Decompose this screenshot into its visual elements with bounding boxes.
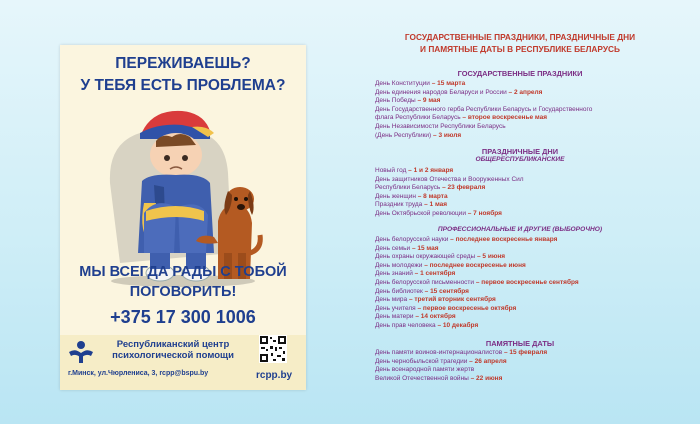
list-item (375, 210, 667, 219)
list-item-date: – последнее воскресенье июня (422, 261, 526, 269)
list-item (375, 322, 667, 331)
list-item-label: Праздник труда (375, 201, 423, 209)
section-subheading-professional: ПРОФЕССИОНАЛЬНЫЕ И ДРУГИЕ (ВЫБОРОЧНО) (437, 226, 603, 233)
list-item-date: – 26 апреля (467, 357, 507, 365)
list-item (375, 313, 667, 322)
list-item-label: День мира (375, 296, 408, 304)
list-item (375, 253, 667, 262)
poster-headline (60, 53, 306, 97)
list-item-label: День семьи (375, 244, 411, 252)
poster-footer (60, 335, 306, 390)
list-item (375, 375, 667, 384)
list-item-date: – 1 мая (422, 201, 448, 209)
list-item-date: – последнее воскресенье января (448, 236, 558, 243)
section-heading-holidays: ПРАЗДНИЧНЫЕ ДНИ (481, 147, 559, 156)
headline-line-1: ПЕРЕЖИВАЕШЬ? (115, 55, 251, 72)
list-item (375, 201, 667, 210)
list-item-date: – 22 июня (468, 374, 503, 382)
list-item (375, 296, 667, 305)
list-item-label: День молодежи (375, 261, 423, 269)
list-item-date: – 7 ноября (465, 210, 502, 217)
list-item-date: – второе воскресенье мая (460, 114, 548, 122)
list-item-date: – первое воскресенье сентября (474, 279, 579, 286)
list-item (375, 80, 667, 89)
list-item-label: День Государственного герба Республики Беларусь и Государственного (375, 105, 593, 113)
list-item-label: День памяти воинов-интернационалистов (375, 349, 503, 356)
list-item-date: – 23 февраля (440, 184, 486, 192)
qr-code-icon (259, 335, 287, 363)
list-item-label: День знаний (375, 270, 413, 278)
list-item (375, 89, 667, 98)
list-item (375, 366, 667, 375)
list-item (375, 270, 667, 279)
list-item-label: День прав человека (375, 322, 436, 329)
section-subheading-nationwide: ОБЩЕРЕСПУБЛИКАНСКИЕ (475, 156, 565, 163)
list-item (375, 279, 667, 288)
list-item-label: День Победы (375, 97, 416, 105)
center-logo-icon (68, 340, 94, 364)
list-item-label: День Октябрьской революции (375, 210, 466, 217)
list-item-date: – 3 июля (431, 131, 462, 139)
list-item-label: День белорусской науки (375, 236, 449, 243)
list-item-date: – 15 сентября (422, 287, 469, 295)
organization-name (98, 339, 248, 361)
list-item-label: Республики Беларусь (375, 184, 441, 192)
list-item-label: День Независимости Республики Беларусь (375, 123, 506, 130)
section-heading-memorial: ПАМЯТНЫЕ ДАТЫ (485, 339, 555, 348)
list-item (375, 97, 667, 106)
section-heading-state: ГОСУДАРСТВЕННЫЕ ПРАЗДНИКИ (457, 69, 583, 78)
org-line-1: Республиканский центр (116, 339, 230, 350)
list-item-date: – первое воскресенье октября (415, 304, 517, 312)
list-item-label: День библиотек (375, 287, 423, 295)
document-title (370, 32, 670, 55)
list-item-date: – 14 октября (413, 313, 456, 321)
list-item (375, 123, 667, 132)
list-item-label: День охраны окружающей среды (375, 253, 476, 261)
list-item-label: День всенародной памяти жертв (375, 366, 475, 374)
glad-line-1: МЫ ВСЕГДА РАДЫ С ТОБОЙ (79, 264, 287, 280)
website-text: rcpp.by (256, 370, 293, 381)
list-item-date: – 10 декабря (435, 322, 479, 329)
list-item (375, 349, 667, 358)
list-item-date: – 8 марта (415, 192, 448, 200)
list-item (375, 176, 667, 185)
headline-line-2: У ТЕБЯ ЕСТЬ ПРОБЛЕМА? (80, 77, 286, 94)
list-item (375, 167, 667, 176)
glad-line-2: ПОГОВОРИТЬ! (129, 284, 237, 300)
list-item-label: День единения народов Беларуси и России (375, 88, 507, 96)
org-line-2: психологической помощи (112, 350, 234, 361)
list-item-label: Новый год (375, 167, 407, 174)
list-item-label: (День Республики) (375, 131, 432, 139)
list-item-date: – третий вторник сентября (407, 296, 496, 304)
list-item-date: – 5 июня (475, 253, 506, 261)
list-item (375, 236, 667, 245)
list-item (375, 358, 667, 367)
list-item-date: – 2 апреля (506, 88, 543, 96)
title-line-2: И ПАМЯТНЫЕ ДАТЫ В РЕСПУБЛИКЕ БЕЛАРУСЬ (420, 43, 620, 54)
list-item-label: Великой Отечественной войны (375, 374, 469, 382)
list-item-date: – 15 мая (410, 244, 439, 252)
list-item (375, 114, 667, 123)
list-item (375, 288, 667, 297)
poster (60, 45, 306, 390)
list-item-label: День Конституции (375, 80, 430, 87)
list-item-label: День матери (375, 313, 414, 321)
list-item-date: – 1 и 2 января (406, 167, 454, 174)
list-item-date: – 15 марта (429, 80, 466, 87)
list-item (375, 184, 667, 193)
phone-number: +375 17 300 1006 (110, 307, 256, 327)
title-line-1: ГОСУДАРСТВЕННЫЕ ПРАЗДНИКИ, ПРАЗДНИЧНЫЕ ДНИ (404, 32, 636, 42)
list-item-date: – 9 мая (415, 97, 441, 105)
list-item-label: День белорусской письменности (375, 279, 475, 286)
list-item-label: День чернобыльской трагедии (375, 357, 468, 365)
list-item-date: – 15 февраля (502, 349, 548, 356)
poster-glad-text (60, 262, 306, 302)
address-text: г.Минск, ул.Чюрлениса, 3, rcpp@bspu.by (68, 370, 209, 377)
list-item (375, 193, 667, 202)
list-item (375, 245, 667, 254)
list-item-label: День учителя (375, 304, 416, 312)
list-item-date: – 1 сентября (412, 270, 456, 278)
list-item (375, 132, 667, 141)
list-item-label: флага Республики Беларусь (375, 114, 461, 122)
list-item-label: День защитников Отечества и Вооруженных Сил (375, 175, 524, 183)
list-item-label: День женщин (375, 192, 416, 200)
